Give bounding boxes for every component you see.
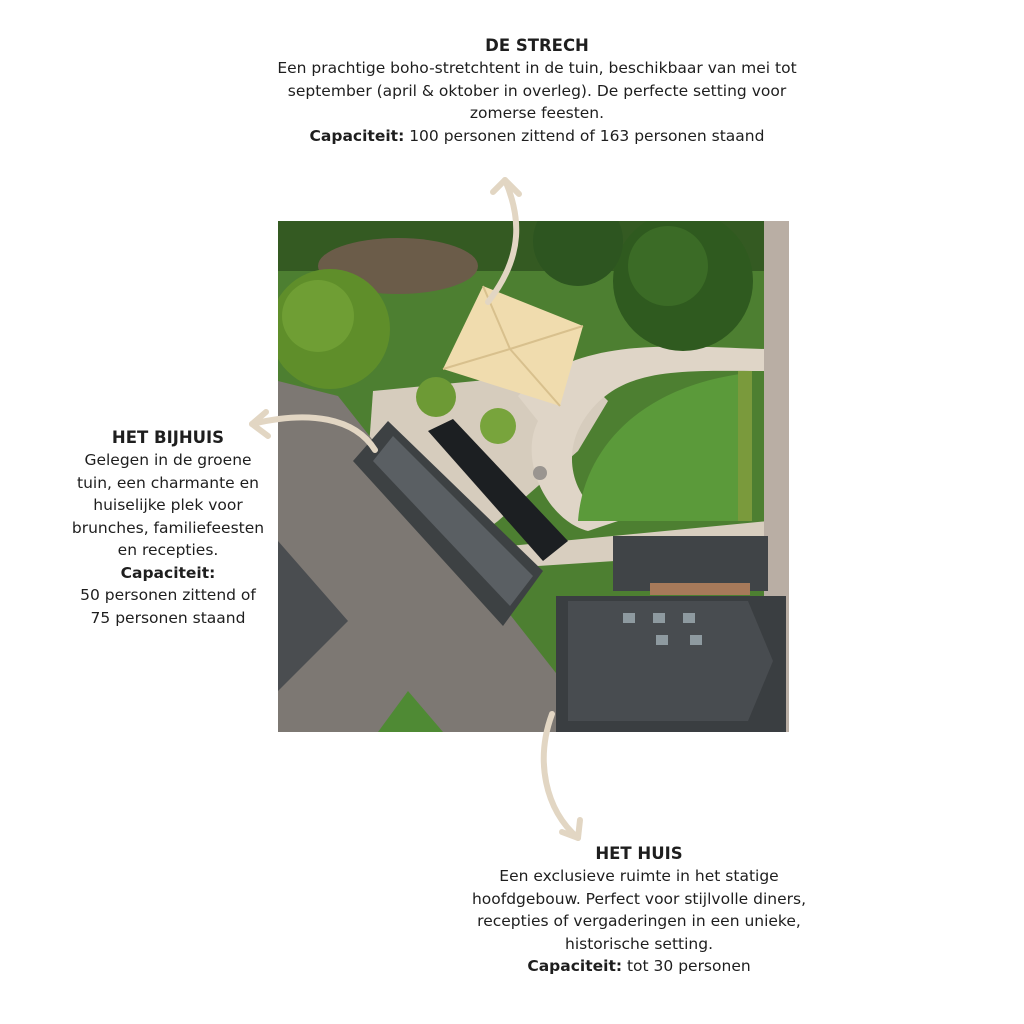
skylight-1 bbox=[623, 613, 635, 623]
huis-capacity-label: Capaciteit: bbox=[527, 957, 623, 975]
terrace-table bbox=[533, 466, 547, 480]
bijhuis-capacity-label-line bbox=[70, 562, 266, 585]
hedge bbox=[738, 371, 752, 521]
bijhuis-description: Gelegen in de groene tuin, een charmante en huiselijke plek voor brunches, familiefeesten en recepties. bbox=[71, 451, 265, 559]
stretch-tent-info bbox=[262, 35, 812, 147]
stretch-capacity bbox=[262, 125, 812, 148]
tree-right-highlight bbox=[628, 226, 708, 306]
huis-roof-plane bbox=[568, 601, 773, 721]
skylight-5 bbox=[690, 635, 702, 645]
arrowhead-stretch bbox=[493, 180, 519, 194]
huis-title: HET HUIS bbox=[595, 844, 683, 863]
stretch-capacity-value: 100 personen zittend of 163 personen staand bbox=[404, 126, 765, 145]
huis-capacity-value: tot 30 personen bbox=[622, 957, 751, 975]
bijhuis-capacity-value: 50 personen zittend of 75 personen staand bbox=[80, 586, 256, 627]
arrow-to-huis bbox=[544, 714, 578, 838]
skylight-3 bbox=[683, 613, 695, 623]
tree-left-highlight bbox=[282, 280, 354, 352]
huis-annex-roof bbox=[613, 536, 768, 591]
aerial-photo bbox=[278, 221, 789, 732]
bijhuis-title: HET BIJHUIS bbox=[111, 428, 225, 447]
bush-2 bbox=[480, 408, 516, 444]
skylight-2 bbox=[653, 613, 665, 623]
stretch-description: Een prachtige boho-stretchtent in de tuin, beschikbaar van mei tot september (april & oktober in overleg). De perfecte setting voor zomerse feesten. bbox=[277, 59, 797, 122]
bijhuis-capacity-label: Capaciteit: bbox=[120, 563, 216, 582]
huis-info bbox=[468, 843, 810, 978]
bush-1 bbox=[416, 377, 456, 417]
aerial-illustration bbox=[278, 221, 789, 732]
skylight-4 bbox=[656, 635, 668, 645]
arrowhead-huis bbox=[562, 820, 580, 838]
stretch-title: DE STRECH bbox=[485, 36, 589, 55]
huis-capacity bbox=[468, 955, 810, 978]
bijhuis-info bbox=[70, 427, 266, 629]
huis-description: Een exclusieve ruimte in het statige hoofdgebouw. Perfect voor stijlvolle diners, recepties of vergaderingen in een unieke, historische setting. bbox=[471, 867, 807, 953]
stretch-capacity-label: Capaciteit: bbox=[309, 126, 405, 145]
huis-terrace bbox=[650, 583, 750, 595]
